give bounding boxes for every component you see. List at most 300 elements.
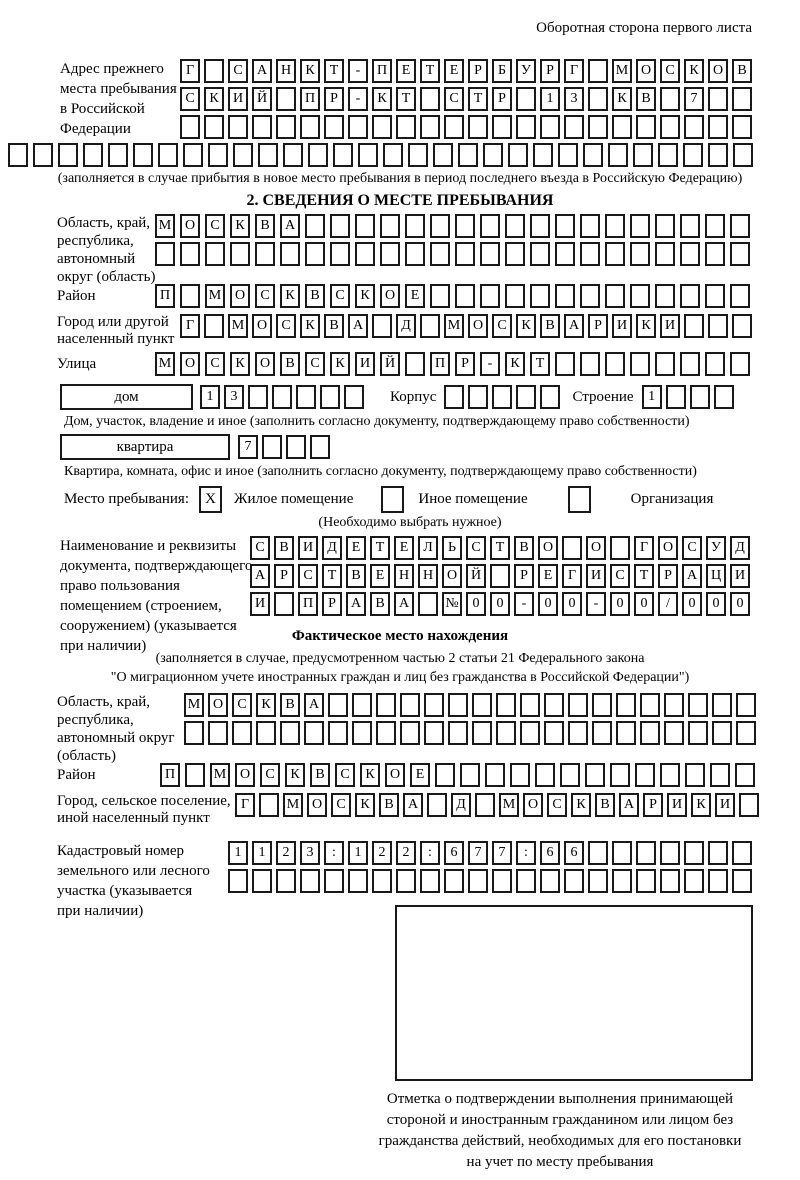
char-box[interactable]: В — [540, 314, 560, 338]
char-box[interactable] — [605, 242, 625, 266]
char-box[interactable]: Р — [588, 314, 608, 338]
char-box[interactable] — [383, 143, 403, 167]
char-box[interactable]: С — [205, 214, 225, 238]
char-box[interactable] — [372, 314, 392, 338]
char-box[interactable]: 7 — [492, 841, 512, 865]
char-box[interactable]: К — [204, 87, 224, 111]
char-box[interactable] — [259, 793, 279, 817]
char-box[interactable] — [555, 242, 575, 266]
char-box[interactable] — [58, 143, 78, 167]
char-box[interactable] — [516, 87, 536, 111]
char-box[interactable] — [660, 869, 680, 893]
char-box[interactable] — [83, 143, 103, 167]
char-box[interactable] — [588, 87, 608, 111]
char-box[interactable] — [408, 143, 428, 167]
char-box[interactable]: В — [595, 793, 615, 817]
char-box[interactable] — [520, 693, 540, 717]
char-box[interactable]: Д — [322, 536, 342, 560]
char-box[interactable]: Т — [468, 87, 488, 111]
char-box[interactable]: П — [372, 59, 392, 83]
char-box[interactable] — [660, 841, 680, 865]
char-box[interactable]: Д — [730, 536, 750, 560]
char-box[interactable] — [405, 352, 425, 376]
char-box[interactable] — [533, 143, 553, 167]
char-box[interactable] — [688, 721, 708, 745]
char-box[interactable] — [714, 385, 734, 409]
char-box[interactable]: К — [285, 763, 305, 787]
char-box[interactable]: К — [300, 314, 320, 338]
char-box[interactable]: М — [155, 214, 175, 238]
char-box[interactable] — [480, 242, 500, 266]
char-box[interactable]: С — [255, 284, 275, 308]
char-box[interactable] — [540, 385, 560, 409]
char-box[interactable] — [616, 693, 636, 717]
char-box[interactable]: А — [403, 793, 423, 817]
char-box[interactable]: Е — [346, 536, 366, 560]
char-box[interactable]: В — [280, 693, 300, 717]
char-box[interactable] — [248, 385, 268, 409]
char-box[interactable]: : — [516, 841, 536, 865]
char-box[interactable]: С — [232, 693, 252, 717]
char-box[interactable] — [636, 115, 656, 139]
char-box[interactable] — [605, 214, 625, 238]
char-box[interactable]: М — [283, 793, 303, 817]
char-box[interactable]: Р — [643, 793, 663, 817]
char-box[interactable]: К — [571, 793, 591, 817]
char-box[interactable] — [355, 242, 375, 266]
char-box[interactable] — [520, 721, 540, 745]
char-box[interactable] — [286, 435, 306, 459]
char-box[interactable]: О — [230, 284, 250, 308]
char-box[interactable]: К — [230, 352, 250, 376]
char-box[interactable] — [588, 115, 608, 139]
char-box[interactable]: С — [547, 793, 567, 817]
char-box[interactable] — [588, 59, 608, 83]
char-box[interactable]: Р — [322, 592, 342, 616]
char-box[interactable] — [560, 763, 580, 787]
char-box[interactable]: Ц — [706, 564, 726, 588]
char-box[interactable] — [610, 536, 630, 560]
char-box[interactable] — [455, 242, 475, 266]
char-box[interactable] — [530, 284, 550, 308]
char-box[interactable] — [736, 721, 756, 745]
char-box[interactable]: Р — [324, 87, 344, 111]
char-box[interactable] — [283, 143, 303, 167]
char-box[interactable] — [496, 721, 516, 745]
char-box[interactable] — [580, 352, 600, 376]
char-box[interactable] — [612, 841, 632, 865]
char-box[interactable] — [155, 242, 175, 266]
char-box[interactable]: К — [636, 314, 656, 338]
char-box[interactable] — [732, 841, 752, 865]
char-box[interactable]: Т — [420, 59, 440, 83]
char-box[interactable] — [680, 352, 700, 376]
char-box[interactable] — [258, 143, 278, 167]
char-box[interactable] — [655, 214, 675, 238]
char-box[interactable]: А — [280, 214, 300, 238]
char-box[interactable]: В — [305, 284, 325, 308]
char-box[interactable] — [705, 214, 725, 238]
char-box[interactable]: И — [228, 87, 248, 111]
char-box[interactable] — [684, 314, 704, 338]
char-box[interactable]: М — [499, 793, 519, 817]
char-box[interactable] — [690, 385, 710, 409]
char-box[interactable] — [305, 214, 325, 238]
char-box[interactable]: 1 — [228, 841, 248, 865]
char-box[interactable]: О — [468, 314, 488, 338]
char-box[interactable] — [358, 143, 378, 167]
char-box[interactable] — [8, 143, 28, 167]
char-box[interactable]: К — [684, 59, 704, 83]
char-box[interactable] — [276, 869, 296, 893]
char-box[interactable]: - — [348, 59, 368, 83]
char-box[interactable] — [305, 242, 325, 266]
char-box[interactable]: С — [466, 536, 486, 560]
char-box[interactable] — [655, 352, 675, 376]
char-box[interactable] — [658, 143, 678, 167]
char-box[interactable]: 0 — [706, 592, 726, 616]
char-box[interactable]: К — [355, 284, 375, 308]
char-box[interactable] — [510, 763, 530, 787]
char-box[interactable] — [158, 143, 178, 167]
char-box[interactable]: О — [586, 536, 606, 560]
char-box[interactable] — [328, 721, 348, 745]
char-box[interactable] — [420, 115, 440, 139]
char-box[interactable] — [204, 59, 224, 83]
char-box[interactable] — [580, 214, 600, 238]
char-box[interactable] — [588, 841, 608, 865]
char-box[interactable] — [530, 214, 550, 238]
char-box[interactable]: - — [586, 592, 606, 616]
char-box[interactable]: Й — [252, 87, 272, 111]
char-box[interactable]: И — [667, 793, 687, 817]
char-box[interactable] — [739, 793, 759, 817]
char-box[interactable] — [505, 214, 525, 238]
char-box[interactable]: К — [280, 284, 300, 308]
char-box[interactable] — [280, 721, 300, 745]
char-box[interactable]: Р — [468, 59, 488, 83]
char-box[interactable] — [688, 693, 708, 717]
char-box[interactable] — [508, 143, 528, 167]
char-box[interactable] — [444, 869, 464, 893]
char-box[interactable]: 2 — [396, 841, 416, 865]
char-box[interactable] — [274, 592, 294, 616]
char-box[interactable] — [655, 284, 675, 308]
char-box[interactable] — [616, 721, 636, 745]
char-box[interactable]: 0 — [490, 592, 510, 616]
char-box[interactable]: 0 — [562, 592, 582, 616]
char-box[interactable] — [320, 385, 340, 409]
char-box[interactable]: 2 — [276, 841, 296, 865]
char-box[interactable]: Е — [538, 564, 558, 588]
char-box[interactable] — [492, 385, 512, 409]
char-box[interactable] — [680, 214, 700, 238]
char-box[interactable] — [516, 869, 536, 893]
char-box[interactable]: Д — [396, 314, 416, 338]
char-box[interactable] — [684, 841, 704, 865]
char-box[interactable]: 3 — [224, 385, 244, 409]
char-box[interactable]: В — [370, 592, 390, 616]
char-box[interactable] — [400, 693, 420, 717]
char-box[interactable] — [733, 143, 753, 167]
char-box[interactable] — [562, 536, 582, 560]
char-box[interactable]: Р — [455, 352, 475, 376]
stay-type-checkbox-organization[interactable] — [568, 486, 591, 513]
char-box[interactable] — [376, 693, 396, 717]
char-box[interactable]: И — [250, 592, 270, 616]
char-box[interactable]: О — [658, 536, 678, 560]
char-box[interactable]: Н — [418, 564, 438, 588]
char-box[interactable] — [405, 214, 425, 238]
char-box[interactable] — [708, 87, 728, 111]
char-box[interactable] — [300, 115, 320, 139]
char-box[interactable]: У — [516, 59, 536, 83]
char-box[interactable]: Р — [658, 564, 678, 588]
char-box[interactable] — [705, 242, 725, 266]
char-box[interactable] — [636, 841, 656, 865]
char-box[interactable] — [664, 721, 684, 745]
char-box[interactable] — [252, 115, 272, 139]
char-box[interactable]: С — [298, 564, 318, 588]
char-box[interactable] — [185, 763, 205, 787]
char-box[interactable]: О — [380, 284, 400, 308]
char-box[interactable] — [372, 115, 392, 139]
char-box[interactable]: : — [324, 841, 344, 865]
char-box[interactable] — [680, 284, 700, 308]
char-box[interactable]: Е — [410, 763, 430, 787]
char-box[interactable]: Р — [274, 564, 294, 588]
char-box[interactable]: 6 — [540, 841, 560, 865]
char-box[interactable] — [708, 869, 728, 893]
char-box[interactable]: С — [228, 59, 248, 83]
char-box[interactable] — [490, 564, 510, 588]
char-box[interactable]: Т — [370, 536, 390, 560]
char-box[interactable]: В — [310, 763, 330, 787]
char-box[interactable]: К — [300, 59, 320, 83]
char-box[interactable] — [262, 435, 282, 459]
char-box[interactable]: Т — [530, 352, 550, 376]
char-box[interactable] — [655, 242, 675, 266]
char-box[interactable]: 1 — [348, 841, 368, 865]
char-box[interactable]: : — [420, 841, 440, 865]
char-box[interactable] — [280, 242, 300, 266]
char-box[interactable] — [735, 763, 755, 787]
char-box[interactable]: Ь — [442, 536, 462, 560]
char-box[interactable] — [424, 693, 444, 717]
char-box[interactable] — [230, 242, 250, 266]
char-box[interactable] — [204, 314, 224, 338]
char-box[interactable]: И — [355, 352, 375, 376]
char-box[interactable] — [233, 143, 253, 167]
char-box[interactable]: С — [444, 87, 464, 111]
char-box[interactable] — [708, 314, 728, 338]
char-box[interactable] — [310, 435, 330, 459]
char-box[interactable] — [732, 87, 752, 111]
char-box[interactable] — [256, 721, 276, 745]
char-box[interactable] — [540, 869, 560, 893]
char-box[interactable] — [588, 869, 608, 893]
char-box[interactable] — [635, 763, 655, 787]
char-box[interactable]: Е — [396, 59, 416, 83]
char-box[interactable] — [444, 115, 464, 139]
char-box[interactable] — [272, 385, 292, 409]
char-box[interactable] — [352, 693, 372, 717]
char-box[interactable] — [420, 87, 440, 111]
char-box[interactable]: М — [210, 763, 230, 787]
char-box[interactable]: Г — [562, 564, 582, 588]
char-box[interactable]: С — [276, 314, 296, 338]
char-box[interactable]: В — [274, 536, 294, 560]
char-box[interactable] — [730, 242, 750, 266]
char-box[interactable] — [468, 869, 488, 893]
char-box[interactable] — [710, 763, 730, 787]
char-box[interactable] — [458, 143, 478, 167]
char-box[interactable] — [592, 693, 612, 717]
char-box[interactable]: К — [360, 763, 380, 787]
char-box[interactable] — [480, 214, 500, 238]
char-box[interactable] — [430, 214, 450, 238]
char-box[interactable] — [276, 115, 296, 139]
char-box[interactable]: О — [538, 536, 558, 560]
char-box[interactable] — [205, 242, 225, 266]
char-box[interactable] — [448, 721, 468, 745]
char-box[interactable] — [610, 763, 630, 787]
char-box[interactable] — [372, 869, 392, 893]
char-box[interactable] — [324, 869, 344, 893]
char-box[interactable]: Е — [444, 59, 464, 83]
char-box[interactable] — [418, 592, 438, 616]
char-box[interactable] — [480, 284, 500, 308]
char-box[interactable]: С — [492, 314, 512, 338]
char-box[interactable] — [660, 87, 680, 111]
char-box[interactable]: - — [514, 592, 534, 616]
char-box[interactable] — [630, 242, 650, 266]
char-box[interactable]: О — [180, 352, 200, 376]
char-box[interactable] — [612, 115, 632, 139]
char-box[interactable]: В — [255, 214, 275, 238]
char-box[interactable] — [712, 721, 732, 745]
char-box[interactable] — [420, 314, 440, 338]
char-box[interactable]: С — [330, 284, 350, 308]
char-box[interactable]: И — [660, 314, 680, 338]
char-box[interactable]: Р — [492, 87, 512, 111]
char-box[interactable]: 2 — [372, 841, 392, 865]
char-box[interactable] — [660, 115, 680, 139]
char-box[interactable]: П — [160, 763, 180, 787]
char-box[interactable] — [540, 115, 560, 139]
char-box[interactable] — [708, 115, 728, 139]
char-box[interactable]: К — [516, 314, 536, 338]
char-box[interactable] — [705, 284, 725, 308]
char-box[interactable] — [664, 693, 684, 717]
char-box[interactable]: И — [586, 564, 606, 588]
char-box[interactable] — [460, 763, 480, 787]
char-box[interactable] — [324, 115, 344, 139]
char-box[interactable] — [184, 721, 204, 745]
char-box[interactable]: В — [324, 314, 344, 338]
char-box[interactable] — [468, 115, 488, 139]
char-box[interactable] — [732, 314, 752, 338]
char-box[interactable] — [730, 284, 750, 308]
char-box[interactable] — [680, 242, 700, 266]
char-box[interactable]: К — [372, 87, 392, 111]
char-box[interactable] — [640, 721, 660, 745]
char-box[interactable] — [492, 869, 512, 893]
char-box[interactable] — [308, 143, 328, 167]
char-box[interactable] — [555, 284, 575, 308]
char-box[interactable] — [605, 284, 625, 308]
char-box[interactable] — [380, 242, 400, 266]
char-box[interactable] — [424, 721, 444, 745]
char-box[interactable] — [296, 385, 316, 409]
char-box[interactable]: С — [610, 564, 630, 588]
char-box[interactable]: О — [180, 214, 200, 238]
char-box[interactable] — [472, 693, 492, 717]
char-box[interactable] — [633, 143, 653, 167]
char-box[interactable]: А — [346, 592, 366, 616]
char-box[interactable]: Т — [634, 564, 654, 588]
char-box[interactable] — [430, 242, 450, 266]
char-box[interactable] — [208, 143, 228, 167]
char-box[interactable]: Е — [405, 284, 425, 308]
char-box[interactable]: Г — [235, 793, 255, 817]
char-box[interactable]: Б — [492, 59, 512, 83]
char-box[interactable]: М — [612, 59, 632, 83]
char-box[interactable]: 1 — [642, 385, 662, 409]
char-box[interactable]: Н — [276, 59, 296, 83]
char-box[interactable] — [352, 721, 372, 745]
char-box[interactable]: А — [394, 592, 414, 616]
char-box[interactable] — [472, 721, 492, 745]
char-box[interactable]: О — [523, 793, 543, 817]
char-box[interactable] — [666, 385, 686, 409]
char-box[interactable] — [612, 869, 632, 893]
char-box[interactable]: С — [305, 352, 325, 376]
char-box[interactable]: 1 — [540, 87, 560, 111]
char-box[interactable]: Е — [370, 564, 390, 588]
char-box[interactable] — [708, 143, 728, 167]
char-box[interactable] — [544, 721, 564, 745]
char-box[interactable]: Г — [634, 536, 654, 560]
char-box[interactable] — [180, 242, 200, 266]
char-box[interactable] — [580, 242, 600, 266]
char-box[interactable]: М — [205, 284, 225, 308]
char-box[interactable] — [228, 115, 248, 139]
char-box[interactable]: М — [184, 693, 204, 717]
char-box[interactable] — [640, 693, 660, 717]
char-box[interactable]: О — [255, 352, 275, 376]
char-box[interactable]: О — [235, 763, 255, 787]
char-box[interactable] — [555, 214, 575, 238]
char-box[interactable] — [630, 284, 650, 308]
char-box[interactable]: - — [348, 87, 368, 111]
char-box[interactable]: А — [564, 314, 584, 338]
char-box[interactable]: 0 — [610, 592, 630, 616]
char-box[interactable]: 0 — [730, 592, 750, 616]
char-box[interactable] — [583, 143, 603, 167]
char-box[interactable]: 6 — [444, 841, 464, 865]
char-box[interactable]: О — [208, 693, 228, 717]
char-box[interactable]: В — [346, 564, 366, 588]
char-box[interactable] — [448, 693, 468, 717]
char-box[interactable]: К — [230, 214, 250, 238]
char-box[interactable] — [732, 869, 752, 893]
char-box[interactable]: 7 — [468, 841, 488, 865]
char-box[interactable]: С — [250, 536, 270, 560]
char-box[interactable]: А — [250, 564, 270, 588]
char-box[interactable]: 7 — [684, 87, 704, 111]
char-box[interactable] — [455, 284, 475, 308]
